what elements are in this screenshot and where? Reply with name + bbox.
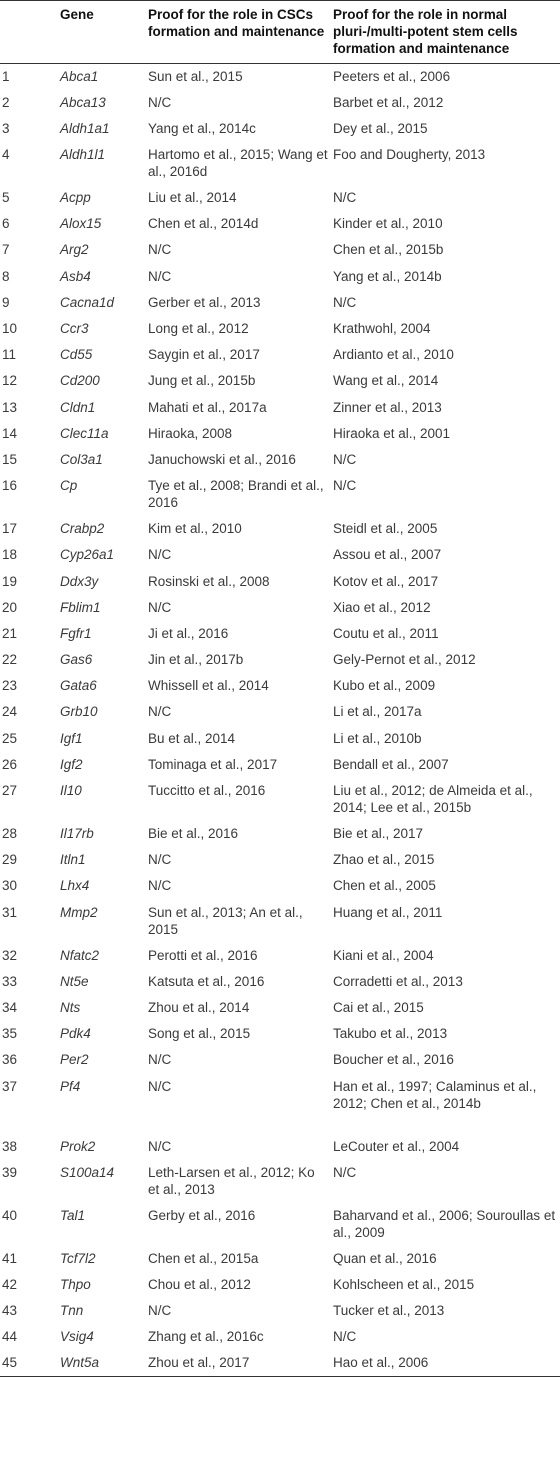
cell-gene: Wnt5a — [60, 1355, 100, 1371]
table-row — [0, 368, 560, 394]
cell-normal-proof: Steidl et al., 2005 — [333, 521, 438, 537]
cell-normal-proof: Hao et al., 2006 — [333, 1355, 429, 1371]
table-row — [0, 90, 560, 116]
cell-csc-proof: Chen et al., 2015a — [148, 1250, 259, 1266]
cell-normal-proof: Boucher et al., 2016 — [333, 1052, 454, 1068]
cell-gene: Il17rb — [60, 826, 94, 841]
cell-csc-proof: N/C — [148, 1303, 172, 1319]
cell-num: 27 — [2, 783, 18, 798]
cell-csc-proof: Saygin et al., 2017 — [148, 347, 260, 363]
table-row — [0, 211, 560, 237]
cell-normal-proof: Zinner et al., 2013 — [333, 399, 442, 415]
table-row — [0, 847, 560, 873]
cell-csc-proof: Mahati et al., 2017a — [148, 399, 267, 415]
table-row — [0, 943, 560, 969]
table-row — [0, 1246, 560, 1272]
cell-num: 6 — [2, 216, 10, 232]
cell-gene: Acpp — [60, 190, 91, 206]
cell-csc-proof: N/C — [148, 1078, 172, 1094]
cell-csc-proof: Januchowski et al., 2016 — [148, 451, 296, 467]
cell-num: 18 — [2, 547, 18, 563]
table-row — [0, 673, 560, 699]
cell-num: 42 — [2, 1276, 18, 1292]
cell-num: 34 — [2, 999, 18, 1015]
cell-num: 39 — [2, 1164, 18, 1180]
cell-gene: Arg2 — [60, 242, 89, 258]
table-row — [0, 264, 560, 290]
table-row — [0, 1350, 560, 1376]
cell-num: 7 — [2, 242, 10, 258]
cell-normal-proof: Yang et al., 2014b — [333, 268, 442, 284]
cell-csc-proof: Katsuta et al., 2016 — [148, 973, 265, 989]
table-row — [0, 64, 560, 90]
cell-normal-proof: Dey et al., 2015 — [333, 120, 428, 136]
cell-gene: Gata6 — [60, 678, 97, 694]
cell-gene: Cyp26a1 — [60, 547, 115, 563]
cell-gene: Ccr3 — [60, 321, 89, 336]
cell-num: 16 — [2, 478, 18, 494]
cell-gene: Abca13 — [60, 94, 106, 110]
cell-num: 43 — [2, 1303, 18, 1319]
cell-gene: Pf4 — [60, 1078, 81, 1094]
cell-normal-proof: Kohlscheen et al., 2015 — [333, 1276, 475, 1292]
cell-num: 22 — [2, 652, 18, 668]
cell-normal-proof: N/C — [333, 190, 357, 206]
cell-num: 36 — [2, 1052, 18, 1068]
cell-gene: Crabp2 — [60, 521, 105, 537]
cell-gene: Nts — [60, 999, 81, 1015]
cell-gene: Aldh1l1 — [60, 147, 106, 163]
cell-num: 26 — [2, 756, 18, 772]
table-header — [0, 1, 560, 64]
cell-csc-proof: Bie et al., 2016 — [148, 826, 239, 841]
cell-normal-proof: Assou et al., 2007 — [333, 547, 442, 563]
cell-num: 5 — [2, 190, 10, 206]
table-row — [0, 542, 560, 568]
cell-gene: Pdk4 — [60, 1026, 91, 1042]
table-row — [0, 778, 560, 821]
cell-normal-proof: Kubo et al., 2009 — [333, 678, 436, 694]
cell-csc-proof: Gerby et al., 2016 — [148, 1207, 256, 1223]
cell-csc-proof: N/C — [148, 1052, 172, 1068]
table-row — [0, 473, 560, 516]
cell-gene: Nfatc2 — [60, 947, 100, 963]
cell-csc-proof: Kim et al., 2010 — [148, 521, 242, 537]
cell-normal-proof: Quan et al., 2016 — [333, 1250, 437, 1266]
cell-gene: Per2 — [60, 1052, 89, 1068]
table-row — [0, 421, 560, 447]
table-row — [0, 1021, 560, 1047]
cell-csc-proof: N/C — [148, 599, 172, 615]
cell-normal-proof: Kotov et al., 2017 — [333, 573, 439, 589]
cell-num: 21 — [2, 625, 18, 641]
cell-csc-proof: N/C — [148, 94, 172, 110]
cell-csc-proof: Hiraoka, 2008 — [148, 425, 233, 441]
cell-num: 17 — [2, 521, 18, 537]
cell-normal-proof: Cai et al., 2015 — [333, 999, 424, 1015]
table-row — [0, 290, 560, 316]
cell-gene: Aldh1a1 — [60, 120, 110, 136]
cell-csc-proof: Chou et al., 2012 — [148, 1276, 251, 1292]
cell-num: 32 — [2, 947, 18, 963]
table-row — [0, 647, 560, 673]
cell-csc-proof: Yang et al., 2014c — [148, 120, 256, 136]
cell-num: 24 — [2, 704, 18, 720]
cell-normal-proof: N/C — [333, 451, 357, 467]
cell-normal-proof: Bendall et al., 2007 — [333, 756, 449, 772]
cell-normal-proof: Li et al., 2017a — [333, 704, 422, 720]
table-body — [0, 64, 560, 1377]
cell-normal-proof: Han et al., 1997; Calaminus et al., 2012; Chen et al., 2014b — [333, 1078, 537, 1111]
cell-csc-proof: N/C — [148, 852, 172, 868]
cell-gene: Igf2 — [60, 756, 83, 772]
header-normal-proof: Proof for the role in normal pluri-/multi-potent stem cells formation and maintenance — [333, 7, 518, 56]
table-row — [0, 1203, 560, 1246]
cell-csc-proof: Whissell et al., 2014 — [148, 678, 269, 694]
table-row — [0, 900, 560, 943]
cell-gene: Il10 — [60, 783, 82, 798]
cell-num: 29 — [2, 852, 18, 868]
cell-gene: Cp — [60, 478, 78, 494]
cell-csc-proof: N/C — [148, 547, 172, 563]
cell-normal-proof: N/C — [333, 478, 357, 494]
cell-num: 4 — [2, 147, 10, 163]
cell-gene: Tal1 — [60, 1207, 86, 1223]
cell-csc-proof: Sun et al., 2013; An et al., 2015 — [148, 904, 303, 937]
cell-gene: Vsig4 — [60, 1329, 94, 1345]
cell-gene: Fgfr1 — [60, 625, 92, 641]
table-row — [0, 142, 560, 185]
cell-normal-proof: Baharvand et al., 2006; Souroullas et al., 2009 — [333, 1207, 556, 1240]
cell-gene: Col3a1 — [60, 451, 103, 467]
table-row — [0, 395, 560, 421]
cell-normal-proof: Chen et al., 2015b — [333, 242, 444, 258]
table-row — [0, 1324, 560, 1350]
cell-gene: S100a14 — [60, 1164, 115, 1180]
cell-num: 31 — [2, 904, 18, 920]
cell-gene: Lhx4 — [60, 878, 90, 894]
cell-normal-proof: Takubo et al., 2013 — [333, 1026, 448, 1042]
cell-num: 35 — [2, 1026, 18, 1042]
cell-num: 1 — [2, 69, 10, 84]
cell-gene: Grb10 — [60, 704, 98, 720]
header-gene: Gene — [60, 7, 94, 22]
cell-normal-proof: Xiao et al., 2012 — [333, 599, 431, 615]
cell-csc-proof: N/C — [148, 704, 172, 720]
cell-num: 28 — [2, 826, 18, 841]
cell-gene: Alox15 — [60, 216, 102, 232]
cell-csc-proof: Ji et al., 2016 — [148, 625, 229, 641]
cell-csc-proof: Leth-Larsen et al., 2012; Ko et al., 2013 — [148, 1164, 315, 1197]
cell-num: 9 — [2, 294, 10, 310]
cell-csc-proof: Perotti et al., 2016 — [148, 947, 258, 963]
cell-gene: Fblim1 — [60, 599, 101, 615]
table-row — [0, 185, 560, 211]
cell-num: 30 — [2, 878, 18, 894]
table-row — [0, 1272, 560, 1298]
cell-csc-proof: Jung et al., 2015b — [148, 373, 256, 389]
table-row — [0, 237, 560, 263]
cell-num: 19 — [2, 573, 18, 589]
cell-gene: Cldn1 — [60, 399, 96, 415]
cell-csc-proof: N/C — [148, 242, 172, 258]
table-row — [0, 621, 560, 647]
cell-csc-proof: Tuccitto et al., 2016 — [148, 783, 266, 798]
cell-num: 40 — [2, 1207, 18, 1223]
cell-normal-proof: Chen et al., 2005 — [333, 878, 436, 894]
table-row — [0, 595, 560, 621]
cell-normal-proof: Huang et al., 2011 — [333, 904, 443, 920]
cell-csc-proof: N/C — [148, 268, 172, 284]
cell-normal-proof: Li et al., 2010b — [333, 730, 422, 746]
table-row — [0, 342, 560, 368]
table-row — [0, 873, 560, 899]
cell-csc-proof: N/C — [148, 1138, 172, 1154]
cell-num: 45 — [2, 1355, 18, 1371]
table-row — [0, 726, 560, 752]
cell-csc-proof: Gerber et al., 2013 — [148, 294, 261, 310]
table-row — [0, 1298, 560, 1324]
cell-num: 44 — [2, 1329, 18, 1345]
table-row — [0, 116, 560, 142]
cell-num: 12 — [2, 373, 18, 389]
cell-csc-proof: Song et al., 2015 — [148, 1026, 251, 1042]
header-row — [0, 1, 560, 64]
table-row — [0, 1047, 560, 1073]
table-row — [0, 447, 560, 473]
cell-gene: Tnn — [60, 1303, 84, 1319]
cell-normal-proof: Kinder et al., 2010 — [333, 216, 443, 232]
cell-gene: Gas6 — [60, 652, 93, 668]
cell-num: 37 — [2, 1078, 18, 1094]
cell-csc-proof: Hartomo et al., 2015; Wang et al., 2016d — [148, 147, 328, 180]
cell-num: 10 — [2, 321, 18, 336]
cell-normal-proof: N/C — [333, 294, 357, 310]
cell-num: 3 — [2, 120, 10, 136]
cell-normal-proof: Ardianto et al., 2010 — [333, 347, 454, 363]
cell-gene: Cd55 — [60, 347, 93, 363]
cell-gene: Ddx3y — [60, 573, 99, 589]
cell-num: 15 — [2, 451, 18, 467]
cell-csc-proof: Tye et al., 2008; Brandi et al., 2016 — [148, 478, 324, 511]
table-row — [0, 821, 560, 847]
cell-gene: Itln1 — [60, 852, 86, 868]
cell-normal-proof: N/C — [333, 1329, 357, 1345]
cell-normal-proof: Krathwohl, 2004 — [333, 321, 431, 336]
cell-normal-proof: Zhao et al., 2015 — [333, 852, 435, 868]
cell-csc-proof: Zhou et al., 2017 — [148, 1355, 250, 1371]
cell-normal-proof: Corradetti et al., 2013 — [333, 973, 463, 989]
cell-gene: Nt5e — [60, 973, 89, 989]
cell-num: 33 — [2, 973, 18, 989]
cell-num: 8 — [2, 268, 10, 284]
table-row — [0, 1074, 560, 1134]
cell-normal-proof: Bie et al., 2017 — [333, 826, 424, 841]
cell-normal-proof: Peeters et al., 2006 — [333, 69, 451, 84]
cell-csc-proof: Long et al., 2012 — [148, 321, 249, 336]
cell-csc-proof: Chen et al., 2014d — [148, 216, 259, 232]
cell-num: 38 — [2, 1138, 18, 1154]
cell-normal-proof: Liu et al., 2012; de Almeida et al., 2014; Lee et al., 2015b — [333, 783, 533, 815]
table-row — [0, 752, 560, 778]
cell-normal-proof: Gely-Pernot et al., 2012 — [333, 652, 476, 668]
cell-csc-proof: Bu et al., 2014 — [148, 730, 236, 746]
table-row — [0, 995, 560, 1021]
cell-num: 2 — [2, 94, 10, 110]
header-csc-proof: Proof for the role in CSCs formation and maintenance — [148, 7, 325, 39]
cell-normal-proof: Tucker et al., 2013 — [333, 1303, 445, 1319]
cell-gene: Cd200 — [60, 373, 100, 389]
table-row — [0, 1134, 560, 1160]
cell-normal-proof: LeCouter et al., 2004 — [333, 1138, 460, 1154]
table-row — [0, 699, 560, 725]
cell-gene: Igf1 — [60, 730, 83, 746]
cell-gene: Asb4 — [60, 268, 91, 284]
cell-csc-proof: Rosinski et al., 2008 — [148, 573, 270, 589]
table-row — [0, 969, 560, 995]
table-row — [0, 316, 560, 342]
cell-gene: Prok2 — [60, 1138, 96, 1154]
cell-csc-proof: Liu et al., 2014 — [148, 190, 237, 206]
cell-gene: Clec11a — [60, 425, 109, 441]
cell-csc-proof: Sun et al., 2015 — [148, 69, 243, 84]
cell-csc-proof: N/C — [148, 878, 172, 894]
cell-normal-proof: Kiani et al., 2004 — [333, 947, 434, 963]
cell-gene: Thpo — [60, 1276, 91, 1292]
cell-gene: Abca1 — [60, 69, 99, 84]
cell-csc-proof: Jin et al., 2017b — [148, 652, 244, 668]
header-num — [0, 1, 60, 64]
cell-normal-proof: Hiraoka et al., 2001 — [333, 425, 451, 441]
table-row — [0, 1160, 560, 1203]
cell-normal-proof: Wang et al., 2014 — [333, 373, 439, 389]
cell-normal-proof: Coutu et al., 2011 — [333, 625, 439, 641]
cell-num: 13 — [2, 399, 18, 415]
cell-gene: Tcf7l2 — [60, 1250, 96, 1266]
cell-gene: Cacna1d — [60, 294, 115, 310]
cell-num: 20 — [2, 599, 18, 615]
table-row — [0, 569, 560, 595]
cell-num: 11 — [2, 347, 17, 363]
cell-csc-proof: Zhou et al., 2014 — [148, 999, 250, 1015]
table-row — [0, 516, 560, 542]
cell-num: 25 — [2, 730, 18, 746]
cell-num: 23 — [2, 678, 18, 694]
cell-normal-proof: Foo and Dougherty, 2013 — [333, 147, 486, 163]
cell-csc-proof: Zhang et al., 2016c — [148, 1329, 264, 1345]
cell-normal-proof: N/C — [333, 1164, 357, 1180]
cell-gene: Mmp2 — [60, 904, 98, 920]
cell-normal-proof: Barbet et al., 2012 — [333, 94, 444, 110]
cell-csc-proof: Tominaga et al., 2017 — [148, 756, 278, 772]
cell-num: 41 — [2, 1250, 18, 1266]
cell-num: 14 — [2, 425, 18, 441]
